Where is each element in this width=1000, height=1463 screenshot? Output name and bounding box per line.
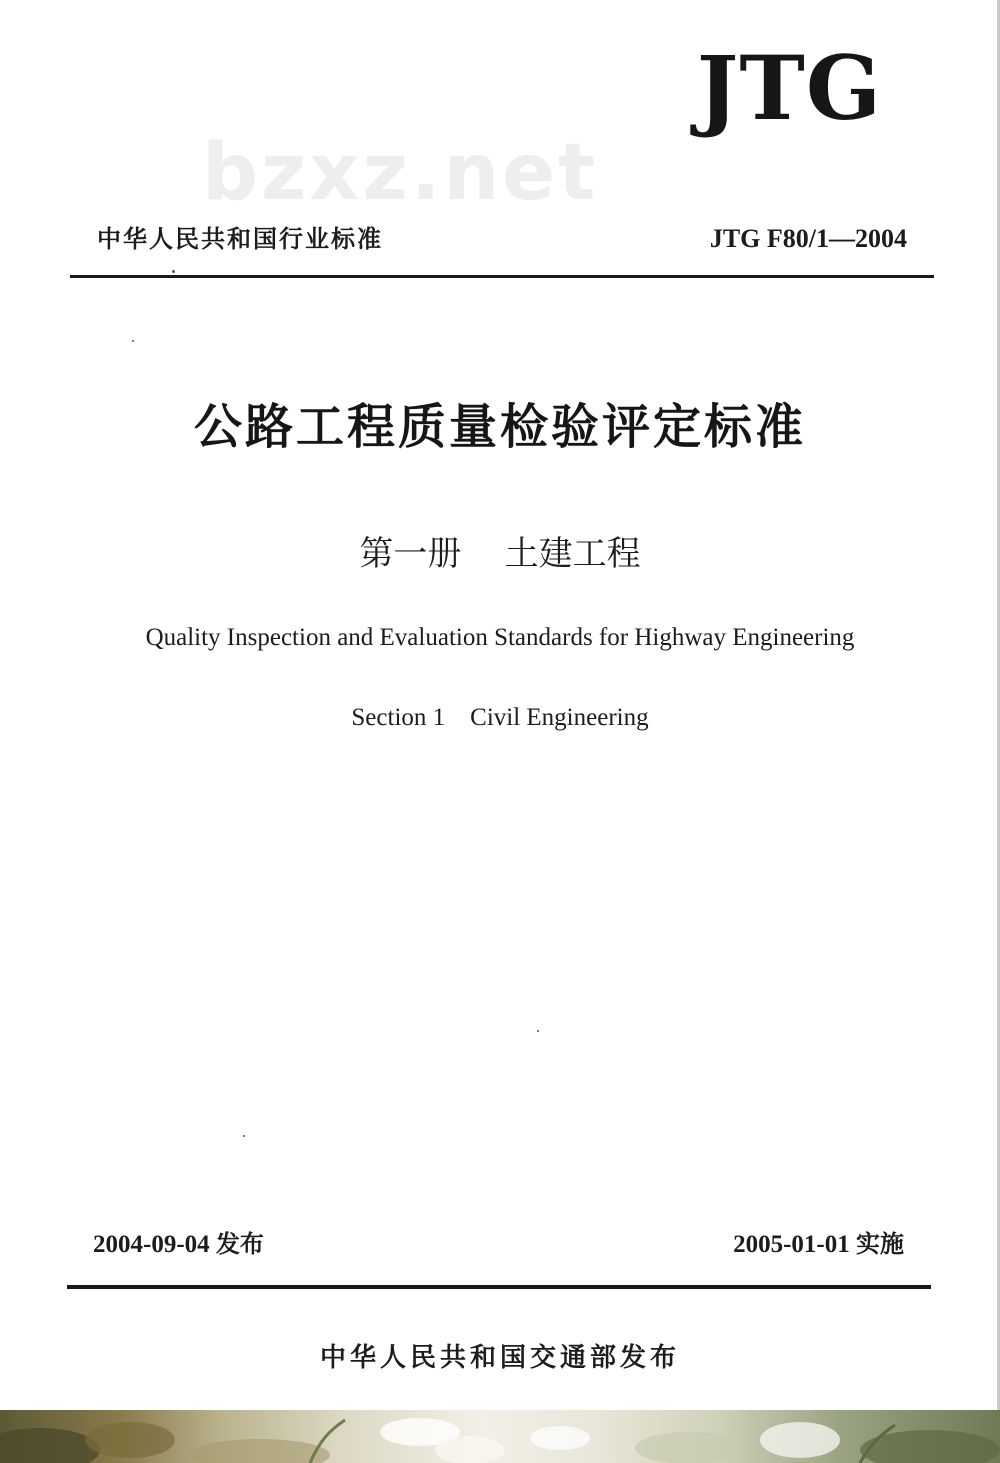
scan-speck bbox=[243, 1135, 245, 1137]
scan-speck bbox=[537, 1030, 539, 1032]
release-label: 发布 bbox=[215, 1230, 264, 1258]
effective-date-line bbox=[733, 1226, 904, 1263]
document-title-english: Quality Inspection and Evaluation Standards for Highway Engineering bbox=[145, 624, 855, 651]
footer-divider bbox=[67, 1285, 931, 1289]
release-date-line bbox=[93, 1226, 264, 1263]
document-subtitle-chinese: 第一册 土建工程 bbox=[359, 534, 641, 574]
header-divider bbox=[70, 275, 934, 278]
publisher: 中华人民共和国交通部发布 bbox=[319, 1343, 680, 1373]
foliage-photo bbox=[0, 1410, 1000, 1463]
jtg-logo: JTG bbox=[696, 36, 882, 140]
watermark: bzxz.net bbox=[202, 128, 599, 218]
cover-photo-strip bbox=[0, 1410, 1000, 1463]
scan-speck bbox=[172, 270, 175, 273]
effective-date: 2005-01-01 bbox=[733, 1231, 850, 1258]
effective-label: 实施 bbox=[856, 1230, 904, 1258]
release-date: 2004-09-04 bbox=[93, 1231, 210, 1258]
document-subtitle-english: Section 1 Civil Engineering bbox=[351, 704, 649, 731]
scan-speck bbox=[132, 340, 134, 342]
document-title-chinese: 公路工程质量检验评定标准 bbox=[193, 399, 806, 455]
industry-standard-label: 中华人民共和国行业标准 bbox=[97, 225, 383, 253]
standard-code: JTG F80/1—2004 bbox=[709, 224, 907, 253]
